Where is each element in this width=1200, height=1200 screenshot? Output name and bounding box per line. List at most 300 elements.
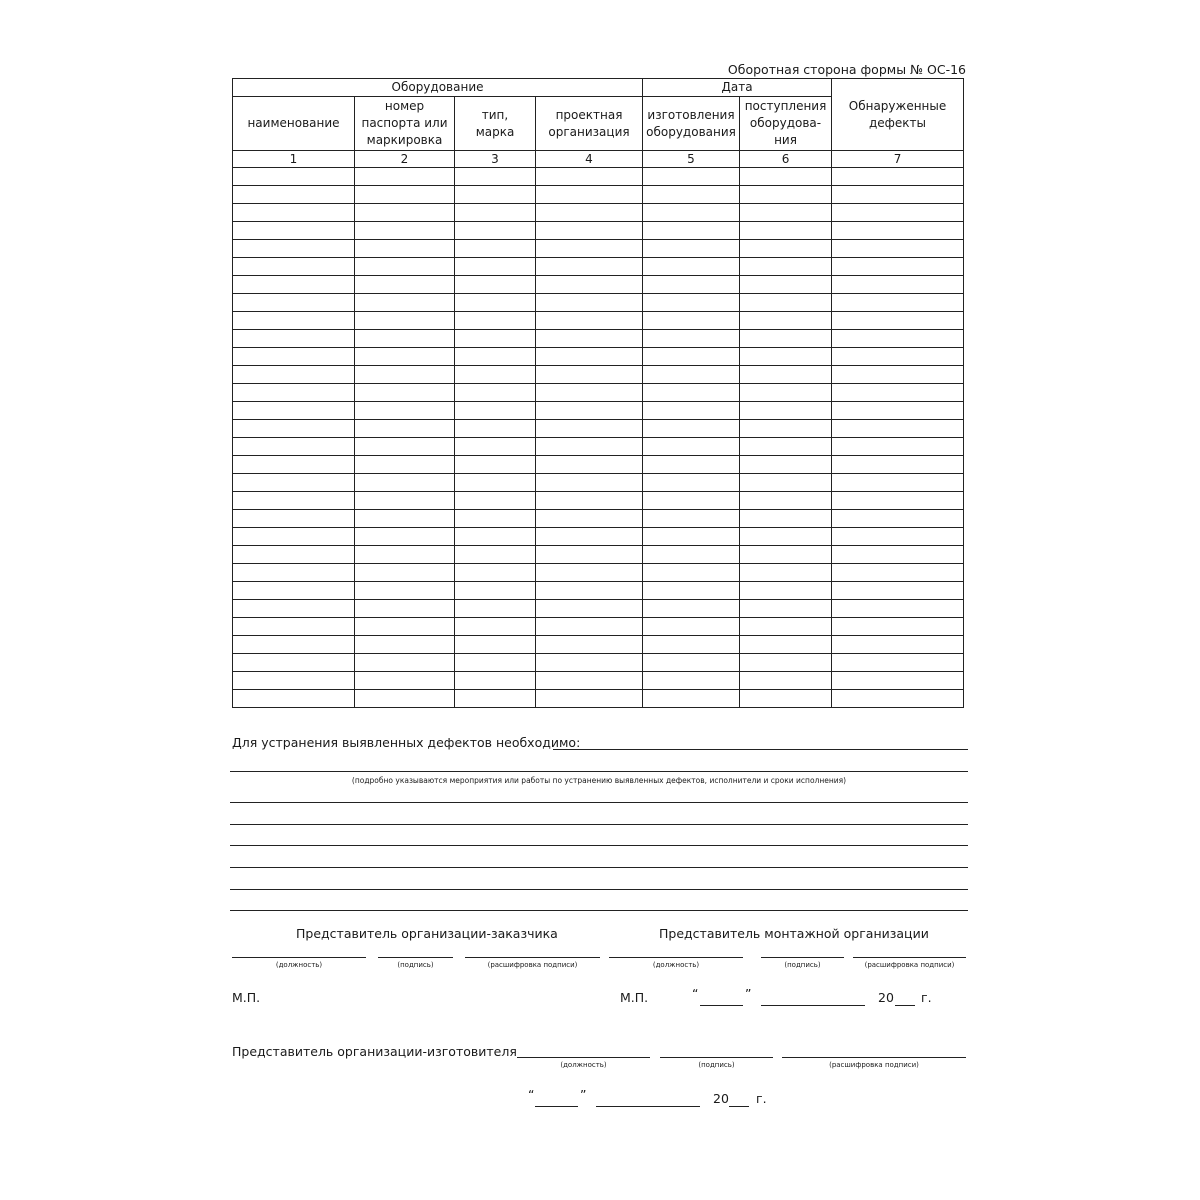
table-cell[interactable] xyxy=(233,384,355,402)
table-cell[interactable] xyxy=(832,384,964,402)
table-row xyxy=(233,186,964,204)
table-cell[interactable] xyxy=(740,618,832,636)
table-cell[interactable] xyxy=(643,258,740,276)
date-year-prefix: 20 xyxy=(713,1091,729,1106)
table-cell[interactable] xyxy=(832,276,964,294)
table-cell[interactable] xyxy=(355,654,455,672)
table-cell[interactable] xyxy=(740,564,832,582)
table-cell[interactable] xyxy=(455,240,536,258)
table-row xyxy=(233,402,964,420)
table-cell[interactable] xyxy=(355,258,455,276)
table-cell[interactable] xyxy=(536,330,643,348)
table-row xyxy=(233,582,964,600)
table-cell[interactable] xyxy=(536,618,643,636)
table-cell[interactable] xyxy=(355,330,455,348)
table-cell[interactable] xyxy=(832,456,964,474)
table-cell[interactable] xyxy=(355,240,455,258)
table-cell[interactable] xyxy=(455,510,536,528)
table-row xyxy=(233,240,964,258)
table-cell[interactable] xyxy=(455,564,536,582)
table-cell[interactable] xyxy=(643,474,740,492)
table-cell[interactable] xyxy=(740,654,832,672)
table-cell[interactable] xyxy=(355,420,455,438)
caption-signature: (подпись) xyxy=(784,961,821,969)
table-cell[interactable] xyxy=(643,546,740,564)
date-day-line[interactable] xyxy=(535,1106,578,1107)
table-cell[interactable] xyxy=(740,456,832,474)
remedy-input-line[interactable] xyxy=(230,889,968,890)
table-cell[interactable] xyxy=(832,492,964,510)
table-cell[interactable] xyxy=(455,258,536,276)
table-cell[interactable] xyxy=(643,222,740,240)
table-cell[interactable] xyxy=(233,546,355,564)
table-cell[interactable] xyxy=(740,294,832,312)
table-cell[interactable] xyxy=(355,312,455,330)
table-cell[interactable] xyxy=(455,600,536,618)
column-numbers-row xyxy=(233,151,964,168)
table-cell[interactable] xyxy=(455,348,536,366)
table-row xyxy=(233,222,964,240)
table-cell[interactable] xyxy=(455,672,536,690)
table-cell[interactable] xyxy=(643,402,740,420)
table-cell[interactable] xyxy=(740,492,832,510)
table-cell[interactable] xyxy=(233,186,355,204)
caption-signature: (подпись) xyxy=(397,961,434,969)
table-cell[interactable] xyxy=(643,582,740,600)
table-row xyxy=(233,546,964,564)
table-cell[interactable] xyxy=(740,438,832,456)
remedy-input-line[interactable] xyxy=(230,867,968,868)
table-cell[interactable] xyxy=(355,348,455,366)
table-cell[interactable] xyxy=(536,222,643,240)
table-cell[interactable] xyxy=(740,690,832,708)
table-row xyxy=(233,654,964,672)
table-cell[interactable] xyxy=(455,528,536,546)
table-cell[interactable] xyxy=(643,672,740,690)
table-cell[interactable] xyxy=(832,222,964,240)
table-cell[interactable] xyxy=(832,258,964,276)
table-cell[interactable] xyxy=(355,564,455,582)
table-cell[interactable] xyxy=(740,366,832,384)
table-cell[interactable] xyxy=(832,348,964,366)
table-cell[interactable] xyxy=(740,258,832,276)
table-cell[interactable] xyxy=(832,186,964,204)
table-cell[interactable] xyxy=(233,600,355,618)
table-cell[interactable] xyxy=(355,672,455,690)
table-cell[interactable] xyxy=(233,402,355,420)
header-col-receipt-date: поступления оборудова- ния xyxy=(740,97,832,151)
table-cell[interactable] xyxy=(536,204,643,222)
table-cell[interactable] xyxy=(832,402,964,420)
caption-position: (должность) xyxy=(275,961,323,969)
table-cell[interactable] xyxy=(832,564,964,582)
table-cell[interactable] xyxy=(643,564,740,582)
table-body xyxy=(233,168,964,708)
table-cell[interactable] xyxy=(740,636,832,654)
table-cell[interactable] xyxy=(643,600,740,618)
table-cell[interactable] xyxy=(536,294,643,312)
table-cell[interactable] xyxy=(455,294,536,312)
equipment-defects-table xyxy=(232,78,964,708)
table-cell[interactable] xyxy=(355,366,455,384)
customer-rep-title: Представитель организации-заказчика xyxy=(296,926,558,941)
table-cell[interactable] xyxy=(832,654,964,672)
table-cell[interactable] xyxy=(740,402,832,420)
table-cell[interactable] xyxy=(455,438,536,456)
table-row xyxy=(233,258,964,276)
table-cell[interactable] xyxy=(832,420,964,438)
table-cell[interactable] xyxy=(643,204,740,222)
table-cell[interactable] xyxy=(455,366,536,384)
table-cell[interactable] xyxy=(832,546,964,564)
table-cell[interactable] xyxy=(832,690,964,708)
table-cell[interactable] xyxy=(455,384,536,402)
table-cell[interactable] xyxy=(643,636,740,654)
table-row xyxy=(233,600,964,618)
table-cell[interactable] xyxy=(355,294,455,312)
table-cell[interactable] xyxy=(455,330,536,348)
table-cell[interactable] xyxy=(355,384,455,402)
remedy-input-line[interactable] xyxy=(230,771,968,772)
date-quote-close: ” xyxy=(745,986,752,1001)
date-year-suffix: г. xyxy=(756,1091,767,1106)
table-row xyxy=(233,510,964,528)
header-col-passport: номер паспорта или маркировка xyxy=(355,97,455,151)
table-row xyxy=(233,456,964,474)
table-cell[interactable] xyxy=(740,312,832,330)
table-cell[interactable] xyxy=(355,474,455,492)
table-cell[interactable] xyxy=(233,618,355,636)
table-cell[interactable] xyxy=(455,582,536,600)
table-cell[interactable] xyxy=(536,636,643,654)
table-cell[interactable] xyxy=(355,456,455,474)
table-cell[interactable] xyxy=(740,582,832,600)
table-cell[interactable] xyxy=(740,186,832,204)
date-month-line[interactable] xyxy=(761,1005,865,1006)
table-cell[interactable] xyxy=(233,276,355,294)
table-cell[interactable] xyxy=(536,654,643,672)
date-year-line[interactable] xyxy=(729,1106,749,1107)
manufacturer-decoding-line[interactable] xyxy=(782,1057,966,1058)
table-cell[interactable] xyxy=(740,420,832,438)
table-cell[interactable] xyxy=(455,474,536,492)
caption-decoding: (расшифровка подписи) xyxy=(829,1061,919,1069)
form-reverse-title: Оборотная сторона формы № ОС-16 xyxy=(727,62,966,77)
table-cell[interactable] xyxy=(740,222,832,240)
table-cell[interactable] xyxy=(832,474,964,492)
table-cell[interactable] xyxy=(643,654,740,672)
table-cell[interactable] xyxy=(832,438,964,456)
table-cell[interactable] xyxy=(643,420,740,438)
table-cell[interactable] xyxy=(832,312,964,330)
installer-decoding-line[interactable] xyxy=(853,957,966,958)
date-year-line[interactable] xyxy=(895,1005,915,1006)
table-row xyxy=(233,474,964,492)
table-cell[interactable] xyxy=(455,312,536,330)
header-equipment-group: Оборудование xyxy=(233,79,643,97)
table-cell[interactable] xyxy=(643,294,740,312)
table-cell[interactable] xyxy=(233,258,355,276)
column-number: 3 xyxy=(455,151,536,168)
table-cell[interactable] xyxy=(832,582,964,600)
table-cell[interactable] xyxy=(832,528,964,546)
table-cell[interactable] xyxy=(355,618,455,636)
table-cell[interactable] xyxy=(233,204,355,222)
header-col-manufacture-date: изготовления оборудования xyxy=(643,97,740,151)
table-cell[interactable] xyxy=(455,636,536,654)
table-row xyxy=(233,564,964,582)
table-cell[interactable] xyxy=(233,294,355,312)
table-cell[interactable] xyxy=(455,204,536,222)
remedy-input-line[interactable] xyxy=(230,845,968,846)
table-cell[interactable] xyxy=(832,330,964,348)
table-row xyxy=(233,420,964,438)
table-cell[interactable] xyxy=(832,204,964,222)
table-cell[interactable] xyxy=(233,564,355,582)
table-cell[interactable] xyxy=(643,348,740,366)
table-cell[interactable] xyxy=(455,546,536,564)
date-year-suffix: г. xyxy=(921,990,932,1005)
table-cell[interactable] xyxy=(643,618,740,636)
table-cell[interactable] xyxy=(536,420,643,438)
table-cell[interactable] xyxy=(740,672,832,690)
customer-signature-line[interactable] xyxy=(378,957,453,958)
table-cell[interactable] xyxy=(643,312,740,330)
table-row xyxy=(233,294,964,312)
caption-decoding: (расшифровка подписи) xyxy=(864,961,955,969)
manufacturer-signature-line[interactable] xyxy=(660,1057,773,1058)
date-day-line[interactable] xyxy=(700,1005,743,1006)
table-cell[interactable] xyxy=(643,366,740,384)
table-cell[interactable] xyxy=(355,528,455,546)
table-cell[interactable] xyxy=(455,618,536,636)
table-row xyxy=(233,276,964,294)
table-cell[interactable] xyxy=(455,276,536,294)
table-cell[interactable] xyxy=(455,492,536,510)
table-cell[interactable] xyxy=(536,168,643,186)
table-cell[interactable] xyxy=(233,438,355,456)
table-cell[interactable] xyxy=(233,222,355,240)
table-cell[interactable] xyxy=(536,312,643,330)
table-cell[interactable] xyxy=(643,330,740,348)
table-cell[interactable] xyxy=(355,222,455,240)
table-cell[interactable] xyxy=(536,438,643,456)
table-row xyxy=(233,672,964,690)
table-cell[interactable] xyxy=(355,582,455,600)
table-cell[interactable] xyxy=(643,384,740,402)
table-cell[interactable] xyxy=(643,276,740,294)
table-cell[interactable] xyxy=(643,456,740,474)
table-cell[interactable] xyxy=(536,186,643,204)
customer-decoding-line[interactable] xyxy=(465,957,600,958)
table-cell[interactable] xyxy=(233,330,355,348)
table-cell[interactable] xyxy=(233,510,355,528)
table-cell[interactable] xyxy=(455,420,536,438)
table-cell[interactable] xyxy=(740,204,832,222)
table-cell[interactable] xyxy=(643,510,740,528)
table-cell[interactable] xyxy=(740,168,832,186)
table-cell[interactable] xyxy=(355,492,455,510)
table-cell[interactable] xyxy=(740,600,832,618)
table-cell[interactable] xyxy=(233,492,355,510)
caption-position: (должность) xyxy=(560,1061,607,1069)
table-cell[interactable] xyxy=(233,636,355,654)
remedy-input-line[interactable] xyxy=(230,802,968,803)
remedy-input-line[interactable] xyxy=(230,910,968,911)
table-cell[interactable] xyxy=(536,672,643,690)
table-cell[interactable] xyxy=(355,690,455,708)
table-cell[interactable] xyxy=(355,600,455,618)
table-cell[interactable] xyxy=(233,348,355,366)
table-cell[interactable] xyxy=(832,240,964,258)
table-cell[interactable] xyxy=(536,564,643,582)
table-cell[interactable] xyxy=(643,186,740,204)
table-cell[interactable] xyxy=(536,348,643,366)
table-row xyxy=(233,492,964,510)
customer-position-line[interactable] xyxy=(232,957,366,958)
table-cell[interactable] xyxy=(355,438,455,456)
table-cell[interactable] xyxy=(832,618,964,636)
table-cell[interactable] xyxy=(536,546,643,564)
table-cell[interactable] xyxy=(455,222,536,240)
column-number: 7 xyxy=(832,151,964,168)
table-cell[interactable] xyxy=(233,474,355,492)
table-cell[interactable] xyxy=(832,636,964,654)
table-cell[interactable] xyxy=(233,240,355,258)
table-cell[interactable] xyxy=(832,510,964,528)
table-row xyxy=(233,690,964,708)
column-number: 5 xyxy=(643,151,740,168)
column-number: 2 xyxy=(355,151,455,168)
date-quote-open: “ xyxy=(692,986,699,1001)
table-row xyxy=(233,330,964,348)
table-cell[interactable] xyxy=(536,366,643,384)
installer-signature-line[interactable] xyxy=(761,957,844,958)
table-cell[interactable] xyxy=(740,348,832,366)
table-cell[interactable] xyxy=(536,402,643,420)
table-cell[interactable] xyxy=(455,654,536,672)
table-row xyxy=(233,528,964,546)
table-cell[interactable] xyxy=(355,168,455,186)
table-cell[interactable] xyxy=(233,420,355,438)
table-cell[interactable] xyxy=(355,204,455,222)
table-cell[interactable] xyxy=(643,492,740,510)
table-cell[interactable] xyxy=(832,366,964,384)
date-quote-close: ” xyxy=(580,1087,587,1102)
table-cell[interactable] xyxy=(832,168,964,186)
caption-position: (должность) xyxy=(652,961,700,969)
table-row xyxy=(233,348,964,366)
column-number: 1 xyxy=(233,151,355,168)
table-cell[interactable] xyxy=(832,600,964,618)
table-cell[interactable] xyxy=(355,636,455,654)
table-cell[interactable] xyxy=(536,258,643,276)
table-cell[interactable] xyxy=(536,582,643,600)
table-cell[interactable] xyxy=(233,654,355,672)
caption-decoding: (расшифровка подписи) xyxy=(487,961,578,969)
table-cell[interactable] xyxy=(832,294,964,312)
table-cell[interactable] xyxy=(740,384,832,402)
table-cell[interactable] xyxy=(455,186,536,204)
table-cell[interactable] xyxy=(455,456,536,474)
table-cell[interactable] xyxy=(536,528,643,546)
table-cell[interactable] xyxy=(233,582,355,600)
manufacturer-position-line[interactable] xyxy=(517,1057,650,1058)
table-cell[interactable] xyxy=(455,168,536,186)
customer-stamp: М.П. xyxy=(232,990,261,1005)
table-cell[interactable] xyxy=(233,528,355,546)
remedy-input-line[interactable] xyxy=(230,824,968,825)
table-cell[interactable] xyxy=(643,528,740,546)
table-cell[interactable] xyxy=(355,510,455,528)
table-cell[interactable] xyxy=(740,276,832,294)
installer-stamp: М.П. xyxy=(620,990,649,1005)
table-cell[interactable] xyxy=(740,474,832,492)
column-number: 4 xyxy=(536,151,643,168)
table-cell[interactable] xyxy=(355,186,455,204)
table-cell[interactable] xyxy=(355,276,455,294)
date-year-prefix: 20 xyxy=(878,990,894,1005)
table-cell[interactable] xyxy=(536,510,643,528)
table-cell[interactable] xyxy=(536,690,643,708)
table-cell[interactable] xyxy=(740,240,832,258)
table-cell[interactable] xyxy=(233,366,355,384)
installer-rep-title: Представитель монтажной организации xyxy=(659,926,929,941)
table-row xyxy=(233,438,964,456)
table-cell[interactable] xyxy=(455,690,536,708)
manufacturer-rep-title: Представитель организации-изготовителя xyxy=(232,1044,517,1059)
table-row xyxy=(233,168,964,186)
table-cell[interactable] xyxy=(643,438,740,456)
table-cell[interactable] xyxy=(643,690,740,708)
table-cell[interactable] xyxy=(536,276,643,294)
table-cell[interactable] xyxy=(740,546,832,564)
table-cell[interactable] xyxy=(536,474,643,492)
header-col-design-org: проектная организация xyxy=(536,97,643,151)
table-cell[interactable] xyxy=(536,492,643,510)
table-cell[interactable] xyxy=(643,168,740,186)
table-row xyxy=(233,366,964,384)
table-cell[interactable] xyxy=(355,546,455,564)
table-cell[interactable] xyxy=(233,672,355,690)
defects-remedy-label: Для устранения выявленных дефектов необходимо: xyxy=(232,735,581,750)
date-month-line[interactable] xyxy=(596,1106,700,1107)
table-cell[interactable] xyxy=(455,402,536,420)
header-date-group: Дата xyxy=(643,79,832,97)
header-col-type: тип, марка xyxy=(455,97,536,151)
table-cell[interactable] xyxy=(233,690,355,708)
remedy-input-line[interactable] xyxy=(553,749,968,750)
table-cell[interactable] xyxy=(832,672,964,690)
table-cell[interactable] xyxy=(536,600,643,618)
table-cell[interactable] xyxy=(536,456,643,474)
table-cell[interactable] xyxy=(233,168,355,186)
table-cell[interactable] xyxy=(536,240,643,258)
table-cell[interactable] xyxy=(740,528,832,546)
table-cell[interactable] xyxy=(536,384,643,402)
table-cell[interactable] xyxy=(740,330,832,348)
table-cell[interactable] xyxy=(643,240,740,258)
column-number: 6 xyxy=(740,151,832,168)
header-defects: Обнаруженные дефекты xyxy=(832,79,964,151)
table-cell[interactable] xyxy=(233,456,355,474)
table-row xyxy=(233,384,964,402)
table-cell[interactable] xyxy=(233,312,355,330)
table-cell[interactable] xyxy=(355,402,455,420)
table-cell[interactable] xyxy=(740,510,832,528)
date-quote-open: “ xyxy=(528,1087,535,1102)
installer-position-line[interactable] xyxy=(609,957,743,958)
